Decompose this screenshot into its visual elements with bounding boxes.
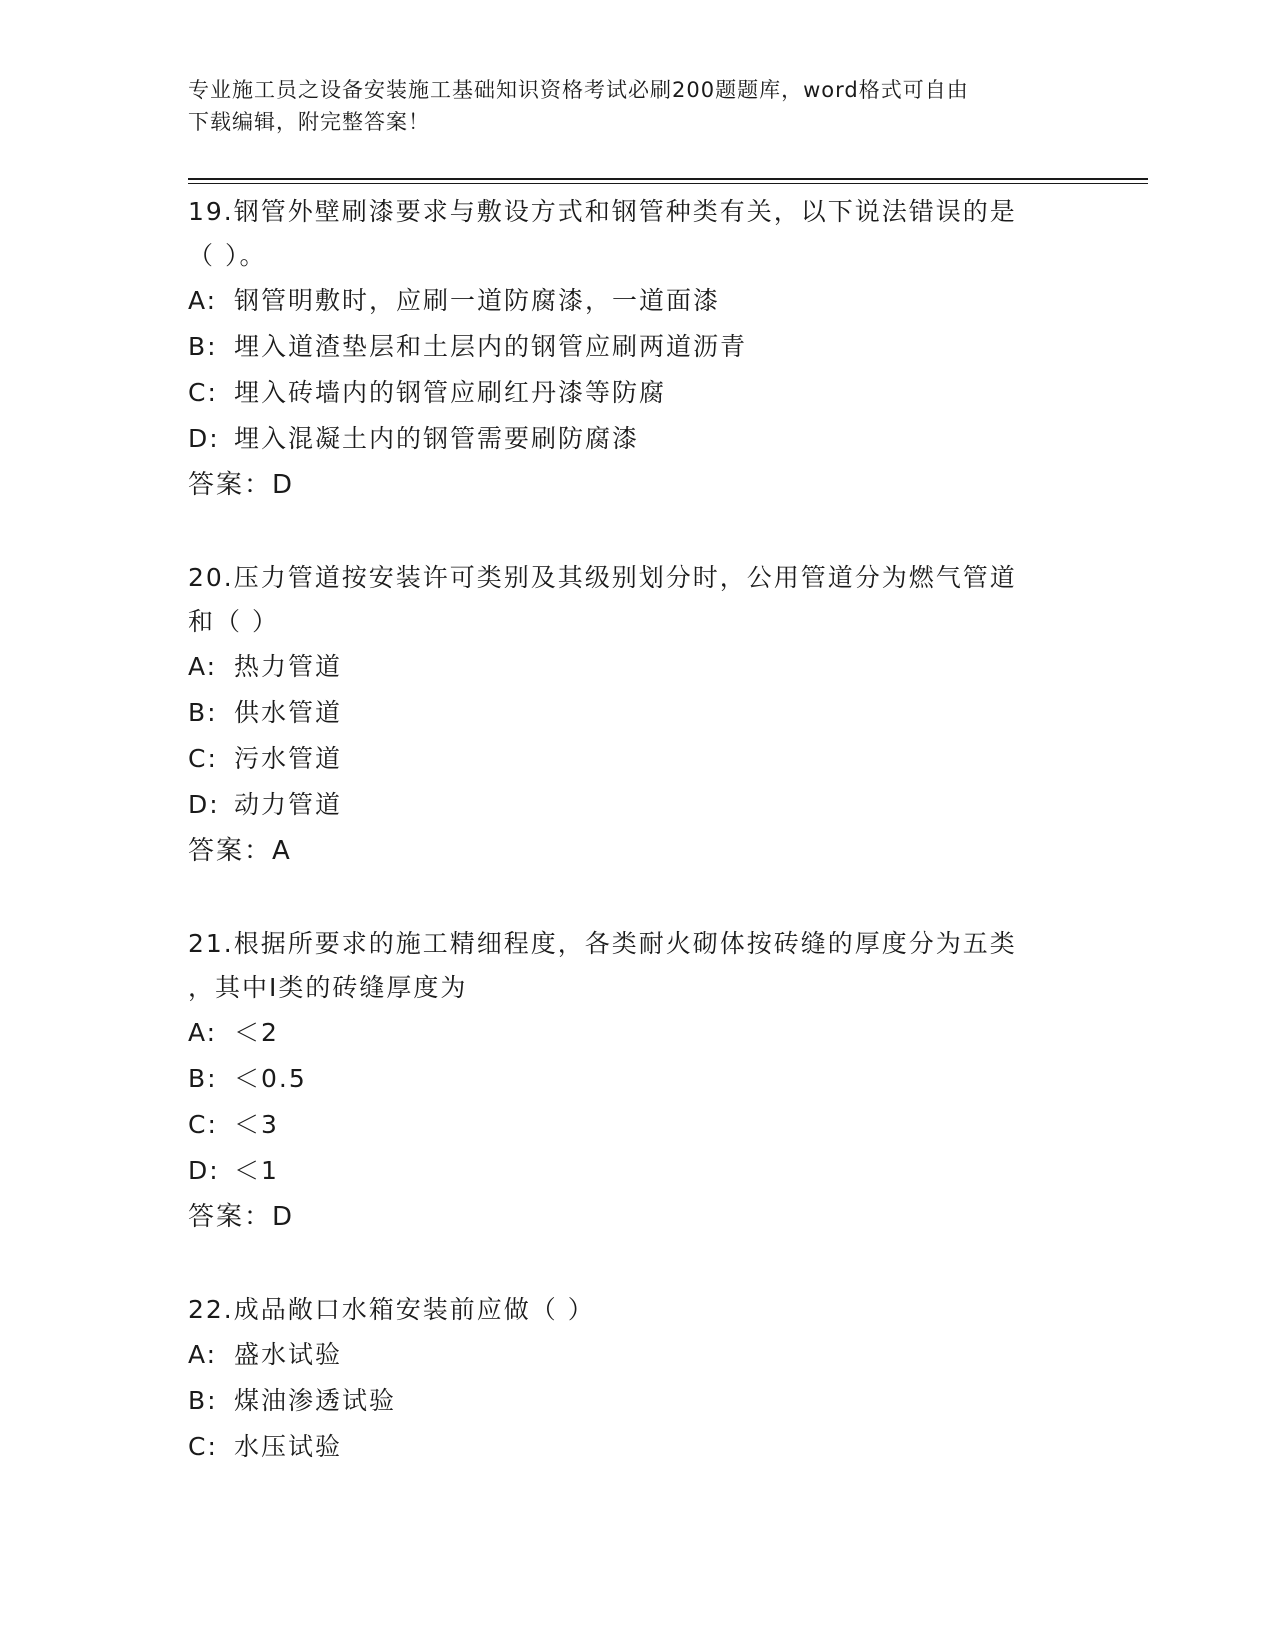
option-letter: A: <box>188 1340 218 1369</box>
option-letter: C: <box>188 1110 218 1139</box>
option-d <box>188 416 1088 462</box>
option-b <box>188 1378 1088 1424</box>
header-line-2: 下载编辑，附完整答案！ <box>188 110 430 134</box>
question-20 <box>188 556 1088 874</box>
option-c <box>188 1424 1088 1470</box>
answer-line: 答案：D <box>188 1202 295 1232</box>
header-divider-thick <box>188 178 1148 180</box>
option-a <box>188 1010 1088 1056</box>
option-c <box>188 370 1088 416</box>
option-text: 热力管道 <box>234 652 343 681</box>
question-stem: 20.压力管道按安装许可类别及其级别划分时，公用管道分为燃气管道 <box>188 563 1017 592</box>
option-letter: A: <box>188 286 218 315</box>
option-d <box>188 782 1088 828</box>
option-a <box>188 278 1088 324</box>
option-text: 水压试验 <box>234 1432 343 1461</box>
question-stem-continued: ，其中I类的砖缝厚度为 <box>188 973 468 1002</box>
option-text: 污水管道 <box>234 744 343 773</box>
option-letter: D: <box>188 424 220 453</box>
answer-line: 答案：D <box>188 470 295 500</box>
option-text: 钢管明敷时，应刷一道防腐漆，一道面漆 <box>234 286 721 315</box>
option-c <box>188 736 1088 782</box>
option-b <box>188 324 1088 370</box>
option-letter: B: <box>188 332 218 361</box>
option-text: ＜3 <box>234 1110 279 1139</box>
option-b <box>188 1056 1088 1102</box>
option-text: 埋入砖墙内的钢管应刷红丹漆等防腐 <box>234 378 667 407</box>
option-letter: D: <box>188 790 220 819</box>
question-stem: 19.钢管外壁刷漆要求与敷设方式和钢管种类有关，以下说法错误的是 <box>188 197 1017 226</box>
option-text: 埋入道渣垫层和土层内的钢管应刷两道沥青 <box>234 332 748 361</box>
question-stem-continued: （ ）。 <box>188 241 267 270</box>
option-d <box>188 1148 1088 1194</box>
option-text: ＜0.5 <box>234 1064 307 1093</box>
question-19 <box>188 190 1088 508</box>
option-text: ＜2 <box>234 1018 279 1047</box>
option-letter: C: <box>188 1432 218 1461</box>
option-text: ＜1 <box>234 1156 279 1185</box>
document-header <box>188 74 1088 138</box>
option-letter: B: <box>188 1386 218 1415</box>
question-stem: 21.根据所要求的施工精细程度，各类耐火砌体按砖缝的厚度分为五类 <box>188 929 1017 958</box>
question-stem: 22.成品敞口水箱安装前应做（ ） <box>188 1295 595 1324</box>
option-letter: A: <box>188 652 218 681</box>
question-22 <box>188 1288 1088 1470</box>
question-list <box>188 190 1088 1470</box>
option-text: 动力管道 <box>234 790 343 819</box>
question-21 <box>188 922 1088 1240</box>
header-divider-thin <box>188 183 1148 184</box>
option-letter: C: <box>188 744 218 773</box>
option-a <box>188 1332 1088 1378</box>
option-c <box>188 1102 1088 1148</box>
option-letter: D: <box>188 1156 220 1185</box>
option-letter: B: <box>188 1064 218 1093</box>
header-line-1: 专业施工员之设备安装施工基础知识资格考试必刷200题题库，word格式可自由 <box>188 78 969 102</box>
option-a <box>188 644 1088 690</box>
question-stem-continued: 和（ ） <box>188 607 279 636</box>
option-text: 盛水试验 <box>234 1340 343 1369</box>
option-text: 煤油渗透试验 <box>234 1386 397 1415</box>
option-letter: C: <box>188 378 218 407</box>
answer-line: 答案：A <box>188 836 292 866</box>
option-letter: A: <box>188 1018 218 1047</box>
option-text: 供水管道 <box>234 698 343 727</box>
option-b <box>188 690 1088 736</box>
option-letter: B: <box>188 698 218 727</box>
option-text: 埋入混凝土内的钢管需要刷防腐漆 <box>234 424 640 453</box>
